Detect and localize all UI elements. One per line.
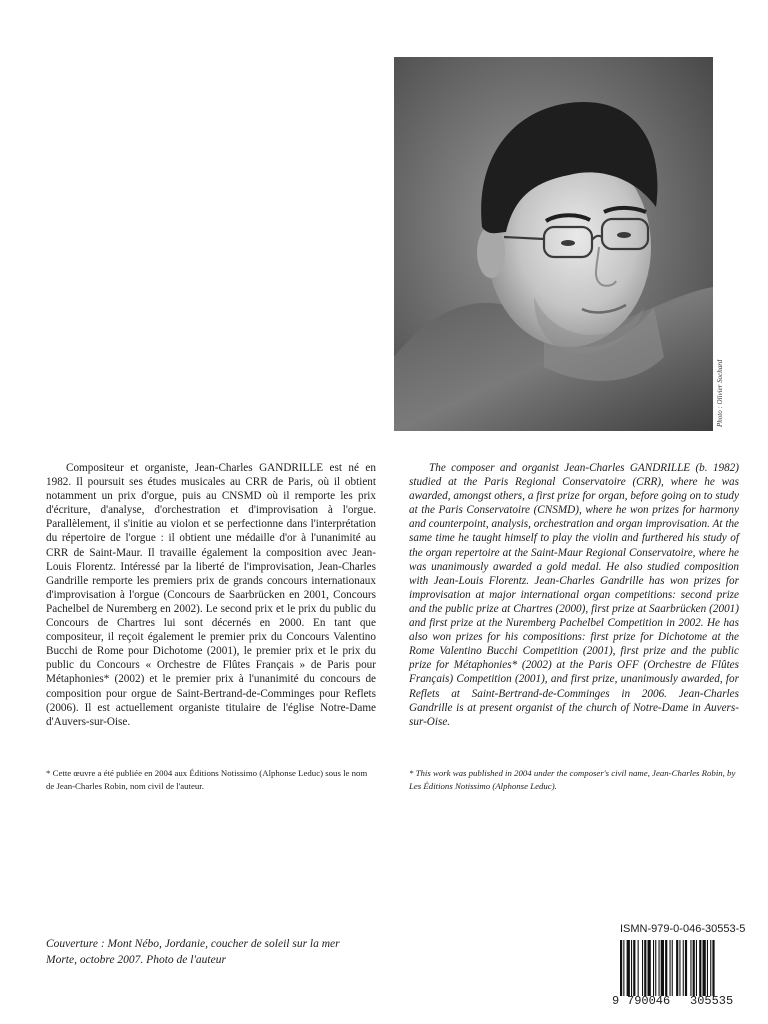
- barcode-bar: [693, 940, 695, 996]
- barcode-bar: [653, 940, 654, 996]
- barcode-digits-left: 790046: [627, 994, 671, 1008]
- barcode-bar: [620, 940, 622, 996]
- barcode-bar: [685, 940, 687, 996]
- barcode-bar: [642, 940, 643, 996]
- barcode-bar: [683, 940, 684, 996]
- photo-credit-text: Photo : Olivier Sochard: [716, 359, 724, 427]
- footnote-french: * Cette œuvre a été publiée en 2004 aux Éditions Notissimo (Alphonse Leduc) sous le nom de Jean-Charles Robin, nom civil de l'auteur.: [46, 768, 368, 791]
- barcode-bar: [707, 940, 708, 996]
- cover-caption: Couverture : Mont Nébo, Jordanie, coucher de soleil sur la mer Morte, octobre 2007. Photo de l'auteur: [46, 938, 340, 966]
- photo-credit: [713, 57, 727, 431]
- barcode-bar: [661, 940, 664, 996]
- barcode-bar: [644, 940, 646, 996]
- barcode-bar: [665, 940, 667, 996]
- barcode-bar: [703, 940, 706, 996]
- barcode-bar: [710, 940, 711, 996]
- barcode-bar: [690, 940, 691, 996]
- barcode-bar: [679, 940, 680, 996]
- barcode-bar: [638, 940, 639, 996]
- biography-english-text: The composer and organist Jean-Charles GANDRILLE (b. 1982) studied at the Paris Regional Conservatoire (CRR), where he was awarded, amongst others, a first prize for organ, before going on to study at the Paris Conservatoire (CNSMD), where he won prizes for harmony and counterpoint, analysis, orchestration and organ improvisation. At the same time he taught himself to play the violin and furthered his study of the organ repertoire at the Saint-Maur Regional Conservatoire, where he was unanimously awarded a gold medal. He also studied composition with Jean-Louis Florentz. Jean-Charles Gandrille has won prizes for improvisation at major international organ competitions: second prize and the public prize at Chartres (2000), first prize at Saarbrücken (2001) and first prize at the Nuremberg Pachelbel Competition in 2002. He has also won prizes for his compositions: first prize for Dichotome at the Rome Valentino Bucchi Competition (2001), first prize and the public prize for Métaphonies* (2002) at the Paris OFF (Orchestre de Flûtes Français) Competition (2001), and first prize, unanimously awarded, for Reflets at Saint-Bertrand-de-Comminges in 2006. Jean-Charles Gandrille is at present organist of the church of Notre-Dame in Auvers-sur-Oise.: [409, 462, 739, 728]
- barcode-bar: [699, 940, 701, 996]
- ismn-label: ISMN-979-0-046-30553-5: [620, 923, 746, 935]
- footnote-english: * This work was published in 2004 under the composer's civil name, Jean-Charles Robin, by Les Éditions Notissimo (Alphonse Leduc).: [409, 768, 736, 791]
- barcode-bar: [631, 940, 632, 996]
- barcode-bar: [655, 940, 656, 996]
- barcode-bar: [623, 940, 624, 996]
- barcode-bar: [648, 940, 651, 996]
- barcode-bar: [659, 940, 660, 996]
- barcode-bar: [627, 940, 630, 996]
- barcode-bar: [672, 940, 673, 996]
- barcode-bar: [633, 940, 635, 996]
- barcode-bar: [676, 940, 678, 996]
- biography-french-text: Compositeur et organiste, Jean-Charles GANDRILLE est né en 1982. Il poursuit ses études musicales au CRR de Paris, où il obtient notamment un prix d'orgue, puis au CNSMD où il remporte les prix d'écriture, d'analyse, d'orchestration et d'improvisation à l'orgue. Parallèlement, il s'initie au violon et se perfectionne dans l'interprétation du répertoire de l'orgue : il obtient une médaille d'or à l'unanimité au CRR de Saint-Maur. Il travaille également la composition avec Jean-Louis Florentz. Intéressé par la liberté de l'improvisation, Jean-Charles Gandrille remporte les premiers prix de grands concours internationaux d'improvisation à l'orgue (Concours de Saarbrücken en 2001, Concours Pachelbel de Nuremberg en 2002). Le second prix et le prix du public du Concours de Chartres lui sont décernés en 2000. En tant que compositeur, il reçoit également le premier prix du Concours Valentino Bucchi de Rome pour Dichotome (2001), le premier prix et le prix du public du Concours « Orchestre de Flûtes Français » de Paris pour Métaphonies* (2002) et le premier prix à l'unanimité du concours de composition pour orgue de Saint-Bertrand-de-Comminges pour Reflets (2006). Il est actuellement organiste titulaire de l'église Notre-Dame d'Auvers-sur-Oise.: [46, 462, 376, 728]
- barcode-bar: [670, 940, 671, 996]
- barcode-digits-right: 305535: [690, 994, 734, 1008]
- barcode-digit-first: 9: [612, 994, 620, 1008]
- biography-french: [46, 461, 376, 729]
- barcode-bar: [696, 940, 697, 996]
- barcode-bar: [712, 940, 714, 996]
- biography-english: [409, 461, 739, 729]
- composer-portrait-photo: [394, 57, 713, 431]
- barcode: [618, 940, 750, 996]
